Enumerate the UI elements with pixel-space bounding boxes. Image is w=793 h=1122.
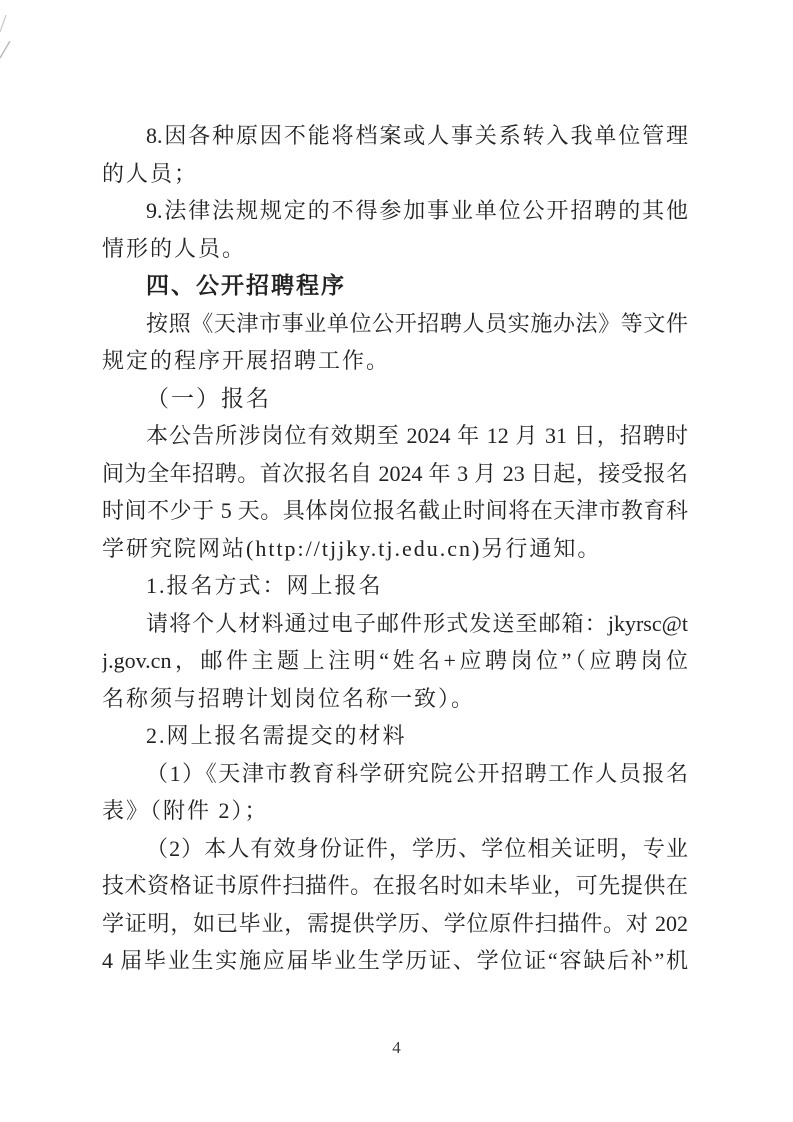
scan-artifact-mark bbox=[0, 41, 11, 59]
heading-section-four: 四、公开招聘程序 bbox=[146, 272, 346, 298]
document-body bbox=[102, 117, 688, 980]
body-line: 技术资格证书原件扫描件。在报名时如未毕业，可先提供在 bbox=[102, 873, 688, 898]
body-line: 情形的人员。 bbox=[102, 235, 247, 261]
body-line: 表》（附件 2）； bbox=[102, 798, 269, 823]
scan-artifact-mark bbox=[0, 15, 8, 33]
page-number: 4 bbox=[392, 1038, 401, 1057]
body-line: 的人员； bbox=[102, 160, 199, 186]
body-line: 本公告所涉岗位有效期至 2024 年 12 月 31 日，招聘时 bbox=[146, 423, 688, 448]
body-line: （1）《天津市教育科学研究院公开招聘工作人员报名 bbox=[146, 760, 688, 786]
body-line-email: 请将个人材料通过电子邮件形式发送至邮箱：jkyrsc@t bbox=[146, 610, 688, 636]
body-line-item-1: 1.报名方式：网上报名 bbox=[146, 573, 383, 598]
body-line: 间为全年招聘。首次报名自 2024 年 3 月 23 日起，接受报名 bbox=[102, 460, 688, 486]
body-line: 4 届毕业生实施应届毕业生学历证、学位证“容缺后补”机 bbox=[102, 948, 688, 973]
body-line-website-url: 学研究院网站(http://tjjky.tj.edu.cn)另行通知。 bbox=[102, 535, 602, 561]
body-line: （2）本人有效身份证件，学历、学位相关证明，专业 bbox=[146, 835, 688, 861]
body-line: 学证明，如已毕业，需提供学历、学位原件扫描件。对 202 bbox=[102, 910, 688, 936]
body-line: 8.因各种原因不能将档案或人事关系转入我单位管理 bbox=[146, 123, 688, 148]
body-line: j.gov.cn，邮件主题上注明“姓名+应聘岗位”（应聘岗位 bbox=[102, 648, 688, 673]
body-line: 按照《天津市事业单位公开招聘人员实施办法》等文件 bbox=[146, 310, 688, 336]
body-line-item-2: 2.网上报名需提交的材料 bbox=[146, 723, 407, 748]
body-line: 名称须与招聘计划岗位名称一致）。 bbox=[102, 685, 476, 711]
body-line: 规定的程序开展招聘工作。 bbox=[102, 348, 391, 373]
heading-sub-baoming: （一）报名 bbox=[146, 385, 271, 411]
body-line: 9.法律法规规定的不得参加事业单位公开招聘的其他 bbox=[146, 198, 688, 223]
body-line: 时间不少于 5 天。具体岗位报名截止时间将在天津市教育科 bbox=[102, 498, 688, 523]
